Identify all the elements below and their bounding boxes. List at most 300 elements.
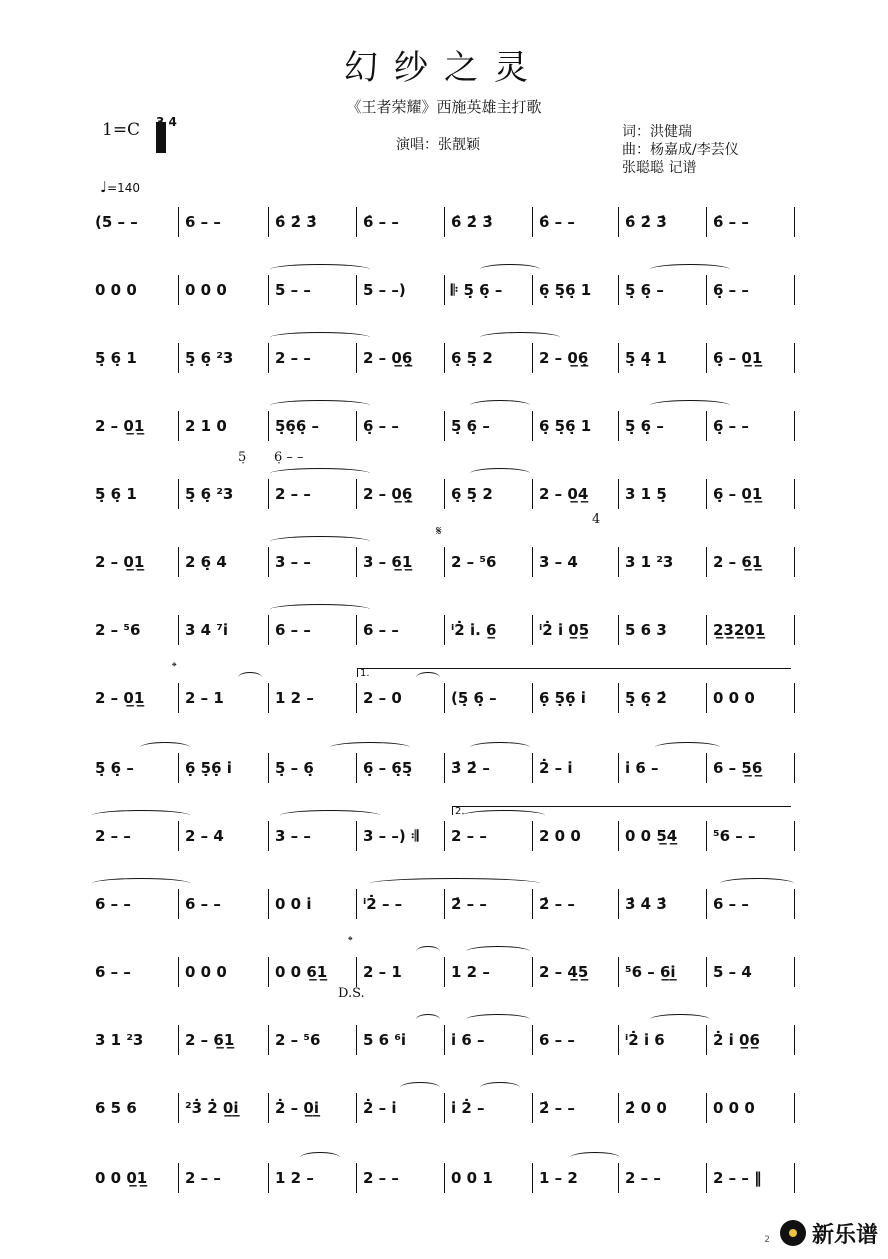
barline bbox=[706, 683, 707, 713]
barline bbox=[444, 1163, 445, 1193]
slur bbox=[270, 332, 370, 343]
measure: 6̣ 5̣ 2 bbox=[451, 349, 493, 367]
barline bbox=[268, 889, 269, 919]
barline bbox=[532, 821, 533, 851]
barline bbox=[618, 207, 619, 237]
score-row bbox=[0, 668, 888, 718]
score-row bbox=[0, 406, 888, 446]
measure: 2 – ⁵6 bbox=[451, 553, 497, 571]
barline bbox=[444, 821, 445, 851]
barline bbox=[706, 889, 707, 919]
barline bbox=[706, 1093, 707, 1123]
measure: 0 0 0 bbox=[185, 963, 227, 981]
slur bbox=[280, 810, 380, 821]
ossia-above-mid: 6̣ – – bbox=[274, 450, 304, 465]
barline bbox=[444, 207, 445, 237]
measure: 6 5 6 bbox=[95, 1099, 137, 1117]
measure: 3 1 ²3 bbox=[95, 1031, 144, 1049]
measure: 0 0 0 bbox=[713, 1099, 755, 1117]
barline bbox=[794, 547, 795, 577]
barline bbox=[356, 411, 357, 441]
barline bbox=[444, 957, 445, 987]
slur bbox=[416, 1014, 440, 1025]
barline bbox=[532, 615, 533, 645]
measure: 6̣ – – bbox=[713, 417, 749, 435]
measure: 2 – 0̲6̣̲ bbox=[363, 485, 413, 503]
measure: 5 – –) bbox=[363, 281, 406, 299]
measure: 6̣ 5̣6̣ 1 bbox=[539, 417, 592, 435]
measure: 6 – – bbox=[95, 963, 131, 981]
barline bbox=[268, 1163, 269, 1193]
barline bbox=[532, 1093, 533, 1123]
slur bbox=[655, 742, 720, 753]
measure: 6̣ 5̣ 2 bbox=[451, 485, 493, 503]
barline bbox=[706, 479, 707, 509]
barline bbox=[444, 479, 445, 509]
page-number: 2 bbox=[764, 1235, 770, 1245]
barline bbox=[178, 275, 179, 305]
measure: 5̣ 6̣ ²3 bbox=[185, 485, 234, 503]
score-row bbox=[0, 1158, 888, 1198]
barline bbox=[706, 547, 707, 577]
barline bbox=[178, 343, 179, 373]
barline bbox=[178, 1093, 179, 1123]
barline bbox=[268, 957, 269, 987]
barline bbox=[794, 821, 795, 851]
measure: 2 – 1 bbox=[363, 963, 402, 981]
barline bbox=[706, 207, 707, 237]
barline bbox=[532, 343, 533, 373]
measure: 3 – – bbox=[275, 553, 311, 571]
barline bbox=[268, 343, 269, 373]
barline bbox=[706, 411, 707, 441]
slur bbox=[650, 264, 730, 275]
song-subtitle: 《王者荣耀》西施英雄主打歌 bbox=[346, 98, 542, 116]
measure: 6̇ 2̇ 3̇ bbox=[625, 213, 667, 231]
slur bbox=[650, 400, 730, 411]
volta-2-bracket: 2. bbox=[452, 806, 791, 815]
measure: 5̣ 4̣ 1 bbox=[625, 349, 667, 367]
score-row bbox=[0, 610, 888, 650]
measure: 5̣ 6̣ 1 bbox=[95, 485, 137, 503]
measure: 6̇ 2̇ 3̇ bbox=[275, 213, 317, 231]
measure: 5 6 ⁶i̇ bbox=[363, 1031, 407, 1049]
coda-mark-2: 𝄌 bbox=[348, 934, 353, 949]
measure: 6̣ 5̣6̣ 1 bbox=[539, 281, 592, 299]
barline bbox=[618, 343, 619, 373]
barline bbox=[706, 343, 707, 373]
measure: 2̇ – i̇ bbox=[539, 759, 573, 777]
barline bbox=[618, 547, 619, 577]
barline bbox=[794, 615, 795, 645]
ds-mark: D.S. bbox=[338, 986, 365, 1001]
measure: 6̣ – 6̣5̣ bbox=[363, 759, 413, 777]
slur bbox=[270, 400, 370, 411]
barline bbox=[178, 889, 179, 919]
lyricist-credit: 词：洪健瑞 bbox=[622, 124, 692, 140]
measure: 2 – 0̲1̲ bbox=[95, 417, 145, 435]
slur bbox=[466, 1014, 530, 1025]
measure: 3 1 5̣ bbox=[625, 485, 667, 503]
measure: ⁵6 – – bbox=[713, 827, 756, 845]
measure: 3 – 6̲1̲ bbox=[363, 553, 413, 571]
measure: 2̇ – – bbox=[539, 1099, 575, 1117]
measure: ⁱ2̇ i̇ 6 bbox=[625, 1031, 665, 1049]
slur bbox=[370, 878, 540, 889]
measure: 6 – – bbox=[95, 895, 131, 913]
measure: 2 – – bbox=[363, 1169, 399, 1187]
measure: 2 – – bbox=[95, 827, 131, 845]
barline bbox=[268, 1025, 269, 1055]
measure: 1 2 – bbox=[275, 1169, 314, 1187]
barline bbox=[444, 547, 445, 577]
barline bbox=[794, 207, 795, 237]
quarter-note-icon: ♩ bbox=[100, 178, 108, 196]
measure: ²3̇ 2̇ 0̲i̲ bbox=[185, 1099, 239, 1117]
barline bbox=[706, 1163, 707, 1193]
measure: 5̣ 6̣ – bbox=[625, 281, 664, 299]
measure: 0 0 5̲4̲ bbox=[625, 827, 678, 845]
segno-mark: 𝄋 bbox=[436, 524, 442, 539]
barline bbox=[706, 1025, 707, 1055]
slur bbox=[480, 1082, 520, 1093]
measure: 5 – 4 bbox=[713, 963, 752, 981]
coda-mark-1: 𝄌 bbox=[172, 660, 177, 675]
slur bbox=[720, 878, 794, 889]
barline bbox=[178, 411, 179, 441]
barline bbox=[794, 411, 795, 441]
measure: 6̇ – – bbox=[363, 213, 399, 231]
barline bbox=[268, 411, 269, 441]
measure: 2 – 0 bbox=[363, 689, 402, 707]
barline bbox=[532, 1025, 533, 1055]
measure: 3 4 ⁷i̇ bbox=[185, 621, 229, 639]
barline bbox=[706, 275, 707, 305]
measure: 0 0 0 bbox=[95, 281, 137, 299]
score-row bbox=[0, 748, 888, 788]
measure: 1 – 2 bbox=[539, 1169, 578, 1187]
measure: 2 – – bbox=[451, 827, 487, 845]
barline bbox=[618, 957, 619, 987]
barline bbox=[356, 275, 357, 305]
slur bbox=[92, 878, 190, 889]
barline bbox=[268, 207, 269, 237]
measure: 5̣ 6̣ – bbox=[625, 417, 664, 435]
barline bbox=[618, 683, 619, 713]
measure: 6 – – bbox=[275, 621, 311, 639]
measure: 2̇ 0 0 bbox=[625, 1099, 667, 1117]
barline bbox=[532, 275, 533, 305]
measure: 5̣ 6̣ – bbox=[451, 417, 490, 435]
barline bbox=[444, 343, 445, 373]
measure: 5 – – bbox=[275, 281, 311, 299]
slur bbox=[480, 332, 560, 343]
measure: (5̣ 6̣ – bbox=[451, 689, 497, 707]
slur bbox=[238, 672, 262, 683]
measure: 2 – ⁵6 bbox=[275, 1031, 321, 1049]
measure: i̇ 2̇ – bbox=[451, 1099, 485, 1117]
barline bbox=[356, 889, 357, 919]
song-title: 幻纱之灵 bbox=[344, 48, 544, 88]
measure: 6̇ – – bbox=[713, 213, 749, 231]
measure: 6 – 5̲6̲ bbox=[713, 759, 763, 777]
barline bbox=[706, 821, 707, 851]
barline bbox=[532, 957, 533, 987]
barline bbox=[268, 275, 269, 305]
barline bbox=[268, 821, 269, 851]
barline bbox=[356, 615, 357, 645]
slur bbox=[300, 1152, 340, 1163]
barline bbox=[618, 411, 619, 441]
barline bbox=[794, 1163, 795, 1193]
measure: 2 – 0̲6̣̲ bbox=[363, 349, 413, 367]
singer-credit: 演唱：张靓颖 bbox=[396, 137, 480, 153]
barline bbox=[618, 889, 619, 919]
measure: 0 0 1 bbox=[451, 1169, 493, 1187]
barline bbox=[794, 1093, 795, 1123]
measure: 2̇ – – bbox=[539, 895, 575, 913]
barline bbox=[532, 1163, 533, 1193]
measure: ⁵6 – 6̲i̲ bbox=[625, 963, 676, 981]
slur bbox=[470, 400, 530, 411]
slur bbox=[270, 536, 370, 547]
measure: 2 – – bbox=[185, 1169, 221, 1187]
tempo-value: =140 bbox=[107, 181, 141, 195]
score-row bbox=[0, 338, 888, 378]
barline bbox=[532, 889, 533, 919]
barline bbox=[444, 1093, 445, 1123]
measure: 2̇ i̇ 0̲6̲ bbox=[713, 1031, 760, 1049]
measure: (5 – – bbox=[95, 213, 138, 231]
slur bbox=[470, 468, 530, 479]
score-row bbox=[0, 270, 888, 310]
barline bbox=[268, 1093, 269, 1123]
measure: 1 2 – bbox=[275, 689, 314, 707]
slur bbox=[330, 742, 410, 753]
barline bbox=[178, 1025, 179, 1055]
measure: 0 0 0 bbox=[713, 689, 755, 707]
measure: 6 – – bbox=[185, 895, 221, 913]
slur bbox=[270, 468, 370, 479]
barline bbox=[532, 547, 533, 577]
measure: 1 2 – bbox=[451, 963, 490, 981]
barline bbox=[356, 1025, 357, 1055]
measure: ⁱ2̇ – – bbox=[363, 895, 403, 913]
slur bbox=[92, 810, 190, 821]
measure: 2 – 0̲1̲ bbox=[95, 689, 145, 707]
measure: 5̣ 6̣ ²3 bbox=[185, 349, 234, 367]
measure: 3̇ 4̇ 3̇ bbox=[625, 895, 667, 913]
time-signature-bottom: 4 bbox=[168, 115, 177, 129]
measure: 6 – – bbox=[713, 895, 749, 913]
disc-icon bbox=[780, 1220, 806, 1246]
measure: 3 1 ²3 bbox=[625, 553, 674, 571]
barline bbox=[444, 753, 445, 783]
measure: 𝄆 5̣ 6̣ – bbox=[451, 281, 503, 299]
barline bbox=[178, 1163, 179, 1193]
site-logo bbox=[780, 1213, 878, 1253]
barline bbox=[178, 547, 179, 577]
measure: 0 0 i̇ bbox=[275, 895, 312, 913]
barline bbox=[618, 1093, 619, 1123]
measure: 3 – – bbox=[275, 827, 311, 845]
volta-1-bracket: 1. bbox=[357, 668, 791, 677]
measure: 2 – – bbox=[275, 485, 311, 503]
measure: 6 – – bbox=[539, 1031, 575, 1049]
barline bbox=[356, 547, 357, 577]
transcriber-credit: 张聪聪 记谱 bbox=[622, 160, 697, 176]
measure: 3 – –) 𝄇 bbox=[363, 827, 419, 845]
slur bbox=[470, 742, 530, 753]
measure: 2 0 0 bbox=[539, 827, 581, 845]
barline bbox=[618, 1025, 619, 1055]
slur bbox=[416, 946, 440, 957]
measure: 2̲3̲2̲0̲1̲ bbox=[713, 621, 766, 639]
score-row bbox=[0, 884, 888, 924]
measure: 3 – 4 bbox=[539, 553, 578, 571]
barline bbox=[706, 615, 707, 645]
barline bbox=[268, 753, 269, 783]
measure: 6̣ – 0̲1̲ bbox=[713, 485, 763, 503]
measure: 6̣ 5̣6̣ i̇ bbox=[185, 759, 232, 777]
barline bbox=[618, 275, 619, 305]
barline bbox=[178, 957, 179, 987]
measure: 5 6 3 bbox=[625, 621, 667, 639]
score-row bbox=[0, 952, 888, 992]
measure: 2 – – bbox=[625, 1169, 661, 1187]
barline bbox=[618, 821, 619, 851]
measure: 2 – 0̲4̲ bbox=[539, 485, 589, 503]
measure: 6̣ 5̣6̣ i̇ bbox=[539, 689, 586, 707]
composer-credit: 曲：杨嘉成/李芸仪 bbox=[622, 142, 739, 158]
barline bbox=[444, 1025, 445, 1055]
measure: 2 6̣ 4 bbox=[185, 553, 227, 571]
barline bbox=[532, 753, 533, 783]
slur bbox=[480, 264, 540, 275]
slur bbox=[140, 742, 190, 753]
measure: 6̣ – 0̲1̲ bbox=[713, 349, 763, 367]
measure: 6̣ – – bbox=[713, 281, 749, 299]
measure: 2 – – ‖ bbox=[713, 1169, 762, 1187]
barline bbox=[794, 889, 795, 919]
measure: 0 0 0̲1̲ bbox=[95, 1169, 148, 1187]
barline bbox=[532, 479, 533, 509]
barline bbox=[178, 207, 179, 237]
measure: 2 – ⁵6 bbox=[95, 621, 141, 639]
barline bbox=[618, 479, 619, 509]
ossia-above-left: 5̣ bbox=[238, 450, 247, 465]
barline bbox=[178, 821, 179, 851]
barline bbox=[268, 615, 269, 645]
barline bbox=[444, 411, 445, 441]
barline bbox=[178, 753, 179, 783]
measure: ⁱ2̇ i̇. 6̲ bbox=[451, 621, 497, 639]
barline bbox=[706, 753, 707, 783]
measure: 6̇ 2̇ 3̇ bbox=[451, 213, 493, 231]
barline bbox=[356, 957, 357, 987]
score-row bbox=[0, 1088, 888, 1128]
measure: ⁱ2̇ i̇ 0̲5̲ bbox=[539, 621, 590, 639]
barline bbox=[444, 683, 445, 713]
barline bbox=[618, 753, 619, 783]
logo-text: 新乐谱 bbox=[811, 1222, 878, 1248]
barline bbox=[794, 479, 795, 509]
barline bbox=[444, 275, 445, 305]
barline bbox=[794, 343, 795, 373]
measure: 2 – 0̲6̣̲ bbox=[539, 349, 589, 367]
measure: 2 – 4 bbox=[185, 827, 224, 845]
barline bbox=[268, 547, 269, 577]
measure: 2 – – bbox=[275, 349, 311, 367]
barline bbox=[356, 821, 357, 851]
barline bbox=[268, 683, 269, 713]
score-row bbox=[0, 474, 888, 514]
barline bbox=[356, 753, 357, 783]
slur bbox=[270, 264, 370, 275]
measure: 5̣ 6̣ 2̇ bbox=[625, 689, 667, 707]
barline bbox=[356, 207, 357, 237]
measure: 2̇ – 0̲i̲ bbox=[275, 1099, 319, 1117]
barline bbox=[794, 275, 795, 305]
barline bbox=[444, 889, 445, 919]
barline bbox=[178, 479, 179, 509]
measure: 2 1 0 bbox=[185, 417, 227, 435]
measure: 6̣ – – bbox=[363, 417, 399, 435]
barline bbox=[532, 207, 533, 237]
barline bbox=[268, 479, 269, 509]
measure: 6 – – bbox=[363, 621, 399, 639]
barline bbox=[618, 1163, 619, 1193]
measure: i̇ 6 – bbox=[451, 1031, 485, 1049]
slur bbox=[400, 1082, 440, 1093]
slur bbox=[270, 604, 370, 615]
measure: 6̇ – – bbox=[539, 213, 575, 231]
score-row bbox=[0, 806, 888, 856]
score-row bbox=[0, 202, 888, 242]
barline bbox=[178, 615, 179, 645]
barline bbox=[532, 683, 533, 713]
measure: 2 – 4̲5̲ bbox=[539, 963, 589, 981]
score-row bbox=[0, 542, 888, 582]
measure: 5̣6̣6̣ – bbox=[275, 417, 320, 435]
measure: 0 0 0 bbox=[185, 281, 227, 299]
measure: 2̇ – i̇ bbox=[363, 1099, 397, 1117]
barline bbox=[532, 411, 533, 441]
measure: 5̣ 6̣ 1 bbox=[95, 349, 137, 367]
measure: 3̇ 2̇ – bbox=[451, 759, 490, 777]
barline bbox=[794, 753, 795, 783]
measure: 0 0 6̲1̲ bbox=[275, 963, 328, 981]
measure: 2 – 0̲1̲ bbox=[95, 553, 145, 571]
barline bbox=[356, 479, 357, 509]
barline bbox=[356, 683, 357, 713]
measure: 2̇ – – bbox=[451, 895, 487, 913]
measure: 5̣ 6̣ – bbox=[95, 759, 134, 777]
ossia-below: 4 bbox=[592, 512, 601, 527]
barline bbox=[356, 1093, 357, 1123]
barline bbox=[356, 1163, 357, 1193]
key-signature: 1=C bbox=[102, 120, 141, 140]
measure: 2 – 6̲1̲ bbox=[713, 553, 763, 571]
barline bbox=[356, 343, 357, 373]
measure: 6 – – bbox=[185, 213, 221, 231]
measure: i̇ 6 – bbox=[625, 759, 659, 777]
measure: 2 – 1 bbox=[185, 689, 224, 707]
slur bbox=[570, 1152, 620, 1163]
measure: 5̣ – 6̣ bbox=[275, 759, 314, 777]
barline bbox=[794, 683, 795, 713]
barline bbox=[178, 683, 179, 713]
